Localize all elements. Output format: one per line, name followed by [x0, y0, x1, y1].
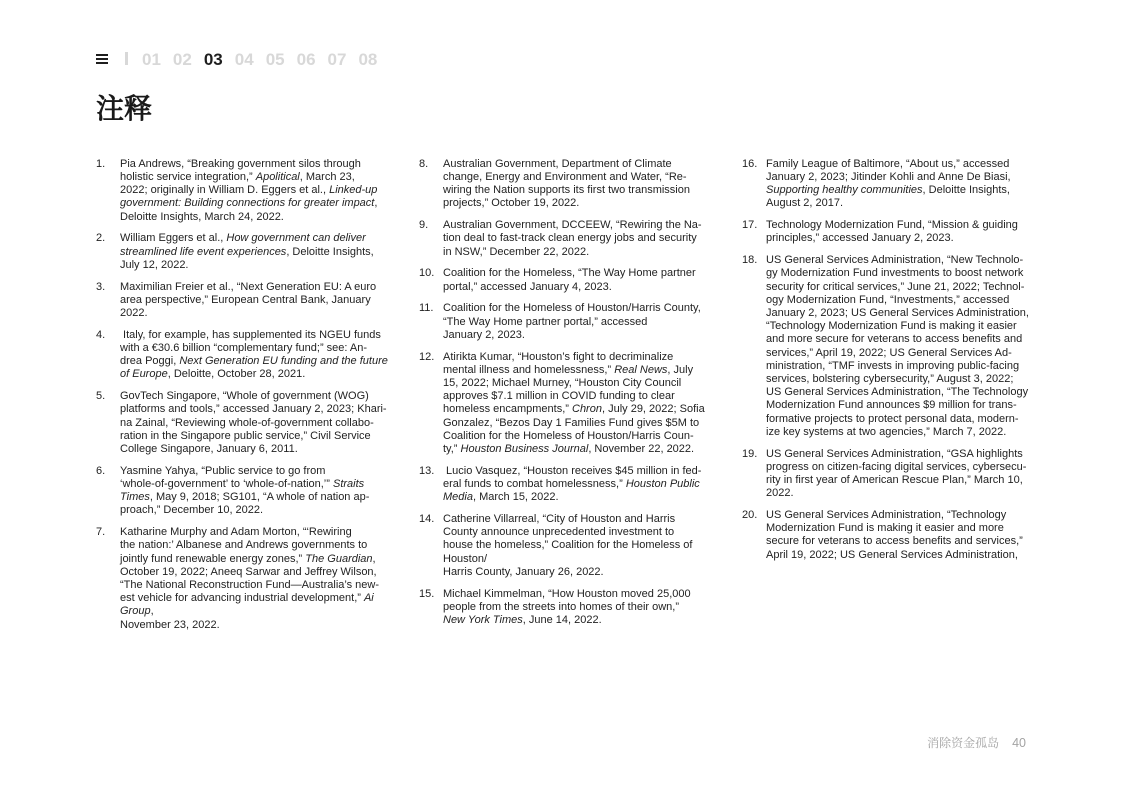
note-line — [120, 294, 396, 307]
note-item — [742, 509, 1042, 562]
note-text-run: April 19, 2022; US General Services Administration, — [766, 548, 1018, 561]
note-line — [120, 368, 396, 381]
note-text-run: Modernization Fund is making it easier and more — [766, 522, 1004, 535]
note-line — [766, 171, 1042, 184]
note-text — [766, 254, 1042, 439]
note-text-run: holistic service integration,” — [120, 171, 256, 183]
italic-source-title: Apolitical — [255, 171, 300, 183]
note-line — [120, 403, 396, 416]
note-line — [120, 417, 396, 430]
nav-item-01[interactable]: 01 — [142, 49, 161, 69]
note-text-run: projects,” October 19, 2022. — [443, 197, 580, 210]
note-text-run: , — [150, 605, 154, 618]
note-item — [419, 267, 719, 293]
note-line — [766, 373, 1042, 386]
nav-item-08[interactable]: 08 — [358, 49, 378, 69]
note-text-run: Houston/ — [443, 552, 488, 565]
note-text — [443, 302, 719, 342]
note-text-run: house the homeless,” Coalition for the Homeless of — [443, 539, 693, 552]
note-line — [766, 426, 1042, 439]
note-line — [443, 281, 719, 294]
note-line — [120, 465, 396, 478]
note-text-run: ty,” — [443, 443, 461, 456]
note-text-run: Technology Modernization Fund, “Mission & guiding — [766, 219, 1018, 232]
notes-column — [96, 158, 396, 641]
note-item — [419, 219, 719, 259]
italic-source-title: The Guardian — [305, 552, 373, 565]
note-text — [766, 219, 1042, 245]
note-line — [120, 246, 396, 259]
note-text-run: , March 15, 2022. — [472, 491, 559, 504]
note-number: 5. — [96, 390, 106, 403]
note-line — [443, 267, 719, 280]
note-line — [766, 535, 1042, 548]
report-title: 消除资金孤岛 — [927, 736, 1000, 750]
note-line — [120, 329, 396, 342]
note-text-run: people from the streets into homes of their own,” — [443, 600, 680, 613]
note-text — [120, 526, 396, 632]
note-line — [766, 474, 1042, 487]
note-line — [766, 232, 1042, 245]
note-line — [766, 267, 1042, 280]
italic-source-title: New York Times — [443, 614, 523, 627]
note-text-run: portal,” accessed January 4, 2023. — [443, 280, 612, 293]
note-line — [443, 302, 719, 315]
note-text-run: US General Services Administration, “The Technology — [766, 386, 1029, 399]
note-line — [120, 579, 396, 592]
note-text-run: January 2, 2023; Jitinder Kohli and Anne De Biasi, — [766, 171, 1011, 183]
note-line — [766, 307, 1042, 320]
note-text — [443, 158, 719, 211]
note-line — [443, 601, 719, 614]
note-text — [120, 281, 396, 321]
note-line — [443, 171, 719, 184]
note-text-run: na Zainal, “Reviewing whole-of-government collabo- — [120, 416, 374, 429]
note-text-run: Coalition for the Homeless of Houston/Harris Coun- — [443, 429, 694, 442]
nav-item-07[interactable]: 07 — [327, 49, 347, 69]
note-text-run: and more secure for veterans to access benefits and — [766, 333, 1023, 346]
note-number: 15. — [419, 587, 435, 600]
note-text-run: approves $7.1 million in COVID funding to clear — [443, 390, 675, 403]
note-item — [742, 448, 1042, 501]
note-line — [120, 259, 396, 272]
note-line — [120, 211, 396, 224]
note-text-run: January 2, 2023. — [443, 328, 525, 341]
note-line — [766, 219, 1042, 232]
note-number: 13. — [419, 464, 435, 477]
note-text-run: jointly fund renewable energy zones,” — [120, 552, 306, 565]
nav-item-03[interactable]: 03 — [203, 49, 223, 69]
note-line — [443, 526, 719, 539]
note-line — [443, 614, 719, 627]
note-line — [120, 307, 396, 320]
note-text-run: rity in first year of American Rescue Plan,” March 10, — [766, 474, 1023, 487]
note-text-run: August 2, 2017. — [766, 197, 844, 210]
note-text-run: Maximilian Freier et al., “Next Generation EU: A euro — [120, 280, 377, 293]
note-text — [443, 588, 719, 628]
note-line — [443, 246, 719, 259]
note-line — [120, 443, 396, 456]
note-line — [443, 158, 719, 171]
note-item — [419, 351, 719, 457]
note-number: 10. — [419, 267, 435, 280]
note-text-run: 2022. — [766, 487, 794, 500]
note-line — [443, 588, 719, 601]
note-line — [766, 413, 1042, 426]
note-text-run: Coalition for the Homeless of Houston/Harris County, — [443, 302, 701, 315]
note-line — [120, 526, 396, 539]
note-text-run: Italy, for example, has supplemented its NGEU funds — [120, 328, 381, 341]
note-line — [120, 158, 396, 171]
note-line — [120, 605, 396, 618]
note-line — [443, 364, 719, 377]
nav-item-04[interactable]: 04 — [234, 49, 254, 69]
note-line — [120, 478, 396, 491]
italic-source-title: Chron — [572, 403, 602, 416]
italic-source-title: Supporting healthy communities — [766, 184, 923, 197]
note-line — [120, 430, 396, 443]
note-line — [120, 355, 396, 368]
note-text-run: , June 14, 2022. — [522, 614, 602, 627]
note-text-run: , — [374, 197, 378, 210]
note-line — [443, 316, 719, 329]
note-line — [766, 386, 1042, 399]
italic-source-title: Straits — [332, 478, 365, 491]
note-line — [120, 553, 396, 566]
note-number: 8. — [419, 157, 429, 170]
note-line — [120, 197, 396, 210]
italic-source-title: Times — [120, 491, 150, 504]
italic-source-title: Linked-up — [329, 184, 378, 197]
note-line — [443, 478, 719, 491]
note-number: 3. — [96, 280, 106, 293]
note-text-run: 2022. — [120, 307, 148, 320]
note-line — [443, 403, 719, 416]
italic-source-title: government: Building connections for greater impact — [120, 197, 375, 210]
note-line — [766, 509, 1042, 522]
note-line — [120, 281, 396, 294]
note-line — [766, 461, 1042, 474]
note-line — [766, 347, 1042, 360]
note-text-run: , May 9, 2018; SG101, “A whole of nation ap- — [149, 491, 370, 504]
note-text-run: “Technology Modernization Fund is making it easier — [766, 320, 1017, 333]
note-line — [443, 553, 719, 566]
note-item — [96, 158, 396, 224]
note-text-run: Lucio Vasquez, “Houston receives $45 million in fed- — [443, 464, 702, 477]
note-number: 9. — [419, 219, 429, 232]
note-text-run: Australian Government, DCCEEW, “Rewiring the Na- — [443, 219, 702, 232]
note-line — [120, 504, 396, 517]
note-line — [443, 513, 719, 526]
note-text-run: Australian Government, Department of Climate — [443, 157, 672, 170]
note-text-run: , March 23, — [299, 171, 355, 183]
note-text-run: eral funds to combat homelessness,” — [443, 478, 626, 491]
top-navigation — [96, 51, 396, 68]
italic-source-title: of Europe — [120, 368, 168, 381]
note-line — [443, 219, 719, 232]
note-text-run: Harris County, January 26, 2022. — [443, 565, 604, 578]
note-number: 4. — [96, 328, 106, 341]
note-text-run: progress on citizen-facing digital services, cybersecu- — [766, 460, 1027, 473]
note-item — [419, 588, 719, 628]
note-text-run: 15, 2022; Michael Murney, “Houston City Council — [443, 377, 682, 390]
note-line — [443, 465, 719, 478]
note-text — [443, 465, 719, 505]
note-text-run: est vehicle for advancing industrial development,” — [120, 592, 364, 605]
note-text — [443, 513, 719, 579]
note-number: 16. — [742, 157, 758, 170]
note-text-run: Catherine Villarreal, “City of Houston and Harris — [443, 513, 676, 526]
note-number: 17. — [742, 219, 758, 232]
menu-icon-bar — [96, 62, 108, 64]
note-text-run: platforms and tools,” accessed January 2, 2023; Khari- — [120, 403, 387, 416]
italic-source-title: Houston Public — [625, 478, 700, 491]
note-text-run: secure for veterans to access benefits and services,” — [766, 535, 1023, 548]
note-text-run: “The National Reconstruction Fund—Australia’s new- — [120, 579, 380, 592]
note-text-run: security for critical services,” June 21, 2022; Technol- — [766, 280, 1025, 293]
note-text-run: drea Poggi, — [120, 355, 180, 368]
note-item — [419, 465, 719, 505]
note-text-run: ministration, “TMF invests in improving public-facing — [766, 359, 1020, 372]
note-text-run: GovTech Singapore, “Whole of government (WOG) — [120, 390, 369, 403]
note-text — [120, 232, 396, 272]
italic-source-title: Media — [443, 491, 473, 504]
note-text — [443, 219, 719, 259]
menu-icon-bar — [96, 58, 108, 60]
note-text-run: ogy Modernization Fund, “Investments,” accessed — [766, 293, 1010, 306]
note-text-run: July 12, 2022. — [120, 258, 189, 271]
note-line — [766, 294, 1042, 307]
italic-source-title: Ai — [363, 592, 374, 605]
note-text — [120, 158, 396, 224]
note-number: 2. — [96, 232, 106, 245]
note-line — [766, 197, 1042, 210]
note-text-run: , Deloitte Insights, — [922, 184, 1010, 197]
note-text-run: , — [372, 552, 376, 565]
note-line — [120, 342, 396, 355]
note-text-run: Pia Andrews, “Breaking government silos through — [120, 157, 361, 170]
note-line — [766, 184, 1042, 197]
note-text-run: in NSW,” December 22, 2022. — [443, 245, 590, 258]
note-text-run: US General Services Administration, “New Technolo- — [766, 254, 1024, 267]
note-text-run: , Deloitte, October 28, 2021. — [167, 368, 306, 381]
note-line — [443, 491, 719, 504]
note-text-run: , Deloitte Insights, — [286, 245, 374, 258]
note-line — [766, 333, 1042, 346]
note-text-run: Family League of Baltimore, “About us,” accessed — [766, 157, 1010, 170]
note-text — [766, 448, 1042, 501]
note-line — [443, 443, 719, 456]
note-text — [766, 509, 1042, 562]
note-text-run: 2022; originally in William D. Eggers et al., — [120, 184, 330, 197]
note-item — [419, 302, 719, 342]
note-text-run: Yasmine Yahya, “Public service to go from — [120, 464, 326, 477]
section-tabs — [142, 51, 377, 68]
note-text-run: proach,” December 10, 2022. — [120, 504, 264, 517]
nav-item-05[interactable]: 05 — [265, 49, 285, 69]
italic-source-title: Next Generation EU funding and the future — [179, 355, 388, 368]
note-text-run: Coalition for the Homeless, “The Way Home partner — [443, 267, 696, 280]
note-text-run: October 19, 2022; Aneeq Sarwar and Jeffrey Wilson, — [120, 565, 377, 578]
italic-source-title: Houston Business Journal — [460, 443, 589, 456]
note-line — [766, 487, 1042, 500]
note-item — [742, 254, 1042, 439]
note-line — [766, 549, 1042, 562]
note-text-run: ‘whole-of-government’ to ‘whole-of-nation,’” — [120, 478, 333, 491]
note-text-run: homeless encampments,” — [443, 403, 572, 416]
italic-source-title: Group — [120, 605, 151, 618]
note-line — [443, 232, 719, 245]
note-item — [419, 513, 719, 579]
note-number: 19. — [742, 447, 758, 460]
note-text-run: William Eggers et al., — [120, 232, 227, 245]
note-line — [120, 619, 396, 632]
note-text-run: principles,” accessed January 2, 2023. — [766, 232, 954, 245]
note-line — [766, 281, 1042, 294]
note-text-run: tion deal to fast-track clean energy jobs and security — [443, 232, 697, 245]
note-number: 7. — [96, 526, 106, 539]
note-item — [96, 465, 396, 518]
note-line — [443, 430, 719, 443]
note-number: 12. — [419, 350, 435, 363]
note-line — [120, 184, 396, 197]
italic-source-title: streamlined life event experiences — [120, 245, 287, 258]
nav-item-06[interactable]: 06 — [296, 49, 316, 69]
note-line — [120, 232, 396, 245]
note-number: 18. — [742, 254, 758, 267]
note-line — [120, 592, 396, 605]
nav-divider — [125, 52, 128, 65]
note-line — [766, 320, 1042, 333]
note-text — [120, 390, 396, 456]
note-text-run: wiring the Nation supports its first two transmission — [443, 184, 690, 197]
note-text-run: , November 22, 2022. — [588, 443, 695, 456]
note-text — [120, 465, 396, 518]
note-line — [443, 539, 719, 552]
note-text-run: with a €30.6 billion “complementary fund;” see: An- — [120, 342, 368, 355]
note-line — [443, 184, 719, 197]
note-text-run: US General Services Administration, “GSA highlights — [766, 447, 1023, 460]
note-text — [443, 351, 719, 457]
menu-icon[interactable] — [96, 54, 108, 65]
note-text-run: County announce unprecedented investment to — [443, 526, 675, 539]
note-text-run: Gonzalez, “Bezos Day 1 Families Fund gives $5M to — [443, 416, 700, 429]
page-footer — [927, 736, 1026, 750]
note-line — [766, 360, 1042, 373]
note-text-run: ration in the Singapore public service,” Civil Service — [120, 429, 371, 442]
note-line — [766, 158, 1042, 171]
note-line — [766, 522, 1042, 535]
note-text-run: Deloitte Insights, March 24, 2022. — [120, 210, 284, 223]
note-text-run: gy Modernization Fund investments to boost network — [766, 267, 1024, 280]
note-line — [120, 566, 396, 579]
note-number: 6. — [96, 464, 106, 477]
note-text — [443, 267, 719, 293]
page-title: 注释 — [96, 93, 153, 124]
note-text-run: ize key systems at two agencies,” March 7, 2022. — [766, 425, 1007, 438]
note-line — [443, 566, 719, 579]
note-text-run: formative projects to protect personal data, modern- — [766, 412, 1019, 425]
note-text — [766, 158, 1042, 211]
note-line — [443, 417, 719, 430]
note-line — [120, 539, 396, 552]
note-item — [96, 526, 396, 632]
note-text-run: Katharine Murphy and Adam Morton, “‘Rewiring — [120, 526, 352, 539]
note-text-run: , July — [667, 363, 694, 376]
note-text-run: change, Energy and Environment and Water, “Re- — [443, 171, 687, 183]
note-item — [96, 390, 396, 456]
note-text-run: services, bolstering cybersecurity,” August 3, 2022; — [766, 373, 1014, 386]
note-text-run: January 2, 2023; US General Services Administration, — [766, 307, 1029, 320]
note-text-run: the nation:’ Albanese and Andrews governments to — [120, 539, 368, 552]
note-line — [120, 171, 396, 184]
note-line — [443, 197, 719, 210]
note-text-run: services,” April 19, 2022; US General Services Ad- — [766, 346, 1012, 359]
note-number: 20. — [742, 509, 758, 522]
note-line — [766, 254, 1042, 267]
note-item — [742, 158, 1042, 211]
italic-source-title: How government can deliver — [226, 232, 366, 245]
note-text-run: Modernization Fund announces $9 million for trans- — [766, 399, 1017, 412]
note-text-run: , July 29, 2022; Sofia — [601, 403, 705, 416]
note-text-run: “The Way Home partner portal,” accessed — [443, 315, 648, 328]
note-line — [766, 448, 1042, 461]
note-text-run: Michael Kimmelman, “How Houston moved 25,000 — [443, 587, 691, 600]
note-text-run: US General Services Administration, “Technology — [766, 509, 1007, 522]
note-item — [96, 232, 396, 272]
note-text-run: area perspective,” European Central Bank, January — [120, 293, 371, 306]
note-line — [766, 399, 1042, 412]
note-text-run: College Singapore, January 6, 2011. — [120, 443, 298, 456]
note-line — [120, 491, 396, 504]
note-number: 11. — [419, 302, 434, 315]
menu-icon-bar — [96, 54, 108, 56]
note-text-run: mental illness and homelessness,” — [443, 363, 615, 376]
note-line — [443, 351, 719, 364]
notes-column — [742, 158, 1042, 571]
note-text — [120, 329, 396, 382]
note-number: 14. — [419, 513, 435, 526]
note-item — [96, 281, 396, 321]
note-text-run: Atirikta Kumar, “Houston’s fight to decriminalize — [443, 350, 674, 363]
nav-item-02[interactable]: 02 — [172, 49, 192, 69]
note-item — [96, 329, 396, 382]
note-number: 1. — [96, 157, 106, 170]
note-text-run: November 23, 2022. — [120, 618, 220, 631]
notes-column — [419, 158, 719, 636]
italic-source-title: Real News — [614, 363, 668, 376]
note-line — [443, 377, 719, 390]
note-line — [443, 329, 719, 342]
note-line — [443, 390, 719, 403]
page-number: 40 — [1012, 736, 1026, 750]
note-item — [742, 219, 1042, 245]
note-item — [419, 158, 719, 211]
note-line — [120, 390, 396, 403]
